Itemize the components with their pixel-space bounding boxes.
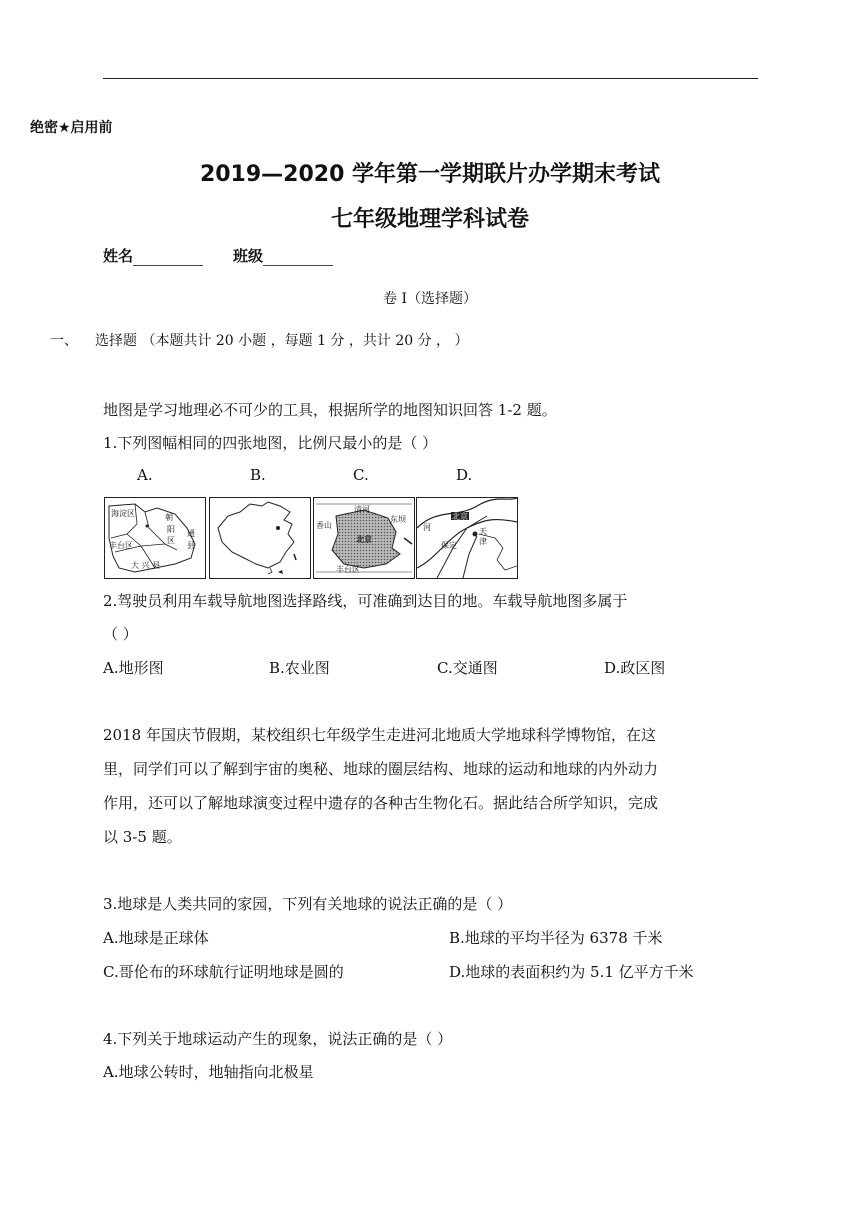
- intro-1-2: 地图是学习地理必不可少的工具，根据所学的地图知识回答 1-2 题。: [103, 401, 557, 419]
- question-3-stem: 3.地球是人类共同的家园，下列有关地球的说法正确的是（ ）: [103, 895, 513, 913]
- exam-title: 2019—2020 学年第一学期联片办学期末考试: [199, 162, 661, 187]
- question-2-stem-line1: 2.驾驶员利用车载导航地图选择路线，可准确到达目的地。车载导航地图多属于: [103, 592, 628, 610]
- map-d-label-jin: 津: [479, 537, 487, 546]
- intro-3-5-line3: 作用，还可以了解地球演变过程中遗存的各种古生物化石。据此结合所学知识，完成: [103, 794, 659, 812]
- map-a-label-haidian: 海淀区: [111, 509, 135, 518]
- q2-option-d: D.政区图: [604, 659, 666, 677]
- question-4-stem: 4.下列关于地球运动产生的现象，说法正确的是（ ）: [103, 1030, 453, 1048]
- class-blank: [263, 251, 333, 266]
- map-c-label-qinghe: 清河: [354, 505, 370, 514]
- map-d: [416, 497, 518, 579]
- q2-option-a: A.地形图: [103, 659, 164, 677]
- section-number: 一、: [50, 333, 78, 349]
- map-c-label-beijing: 北京: [356, 535, 372, 544]
- secret-label: 绝密★启用前: [30, 120, 113, 136]
- q3-option-b: B.地球的平均半径为 6378 千米: [449, 929, 663, 947]
- map-d-label-tian: 天: [479, 527, 487, 536]
- q1-option-a-label: A.: [137, 466, 153, 484]
- q2-option-b: B.农业图: [269, 659, 330, 677]
- volume-label: 卷 I（选择题）: [383, 291, 477, 307]
- map-a-label-yang: 阳: [167, 525, 175, 534]
- class-field: [233, 245, 333, 266]
- map-d-label-he: 河: [423, 523, 431, 532]
- q2-option-c: C.交通图: [437, 659, 498, 677]
- map-a-label-daxing: 大 兴 县: [131, 561, 161, 570]
- map-a-label-xian: 县: [187, 541, 195, 550]
- map-d-drawing: [417, 498, 517, 578]
- exam-subtitle: 七年级地理学科试卷: [330, 207, 529, 232]
- map-c-label-xiangshan: 香山: [316, 521, 332, 530]
- q1-option-c-label: C.: [353, 466, 369, 484]
- section-heading: 选择题 （本题共计 20 小题 ，每题 1 分 ，共计 20 分 ， ）: [95, 333, 469, 349]
- map-c: [313, 497, 415, 579]
- name-blank: [133, 251, 203, 266]
- q4-option-a: A.地球公转时，地轴指向北极星: [103, 1063, 314, 1081]
- intro-3-5-line4: 以 3-5 题。: [103, 828, 182, 846]
- map-d-label-baoding: 保定: [441, 541, 457, 550]
- q3-option-d: D.地球的表面积约为 5.1 亿平方千米: [449, 963, 694, 981]
- q1-option-b-label: B.: [250, 466, 266, 484]
- question-1-stem: 1.下列图幅相同的四张地图，比例尺最小的是（ ）: [103, 434, 438, 452]
- class-label: 班级: [233, 247, 264, 265]
- intro-3-5-line2: 里，同学们可以了解到宇宙的奥秘、地球的圈层结构、地球的运动和地球的内外动力: [103, 760, 659, 778]
- map-b-drawing: [210, 498, 310, 578]
- map-a-label-qu: 区: [167, 536, 175, 545]
- map-b: [209, 497, 311, 579]
- map-c-label-fengtai: 丰台区: [336, 565, 360, 574]
- map-a-label-chao: 朝: [165, 513, 173, 522]
- map-d-label-beijing: 北京: [452, 512, 468, 521]
- map-c-label-dongba: 东坝: [390, 515, 406, 524]
- q3-option-a: A.地球是正球体: [103, 929, 209, 947]
- question-2-stem-line2: （ ）: [103, 625, 138, 643]
- map-a-label-fengtai: 丰台区: [109, 541, 133, 550]
- q3-option-c: C.哥伦布的环球航行证明地球是圆的: [103, 963, 344, 981]
- header-rule: [103, 78, 758, 79]
- intro-3-5-line1: 2018 年国庆节假期，某校组织七年级学生走进河北地质大学地球科学博物馆，在这: [103, 726, 656, 744]
- q1-option-d-label: D.: [456, 466, 473, 484]
- map-a: [104, 497, 206, 579]
- name-field: [103, 245, 203, 266]
- name-label: 姓名: [103, 247, 134, 265]
- map-a-label-tong: 通: [187, 529, 195, 538]
